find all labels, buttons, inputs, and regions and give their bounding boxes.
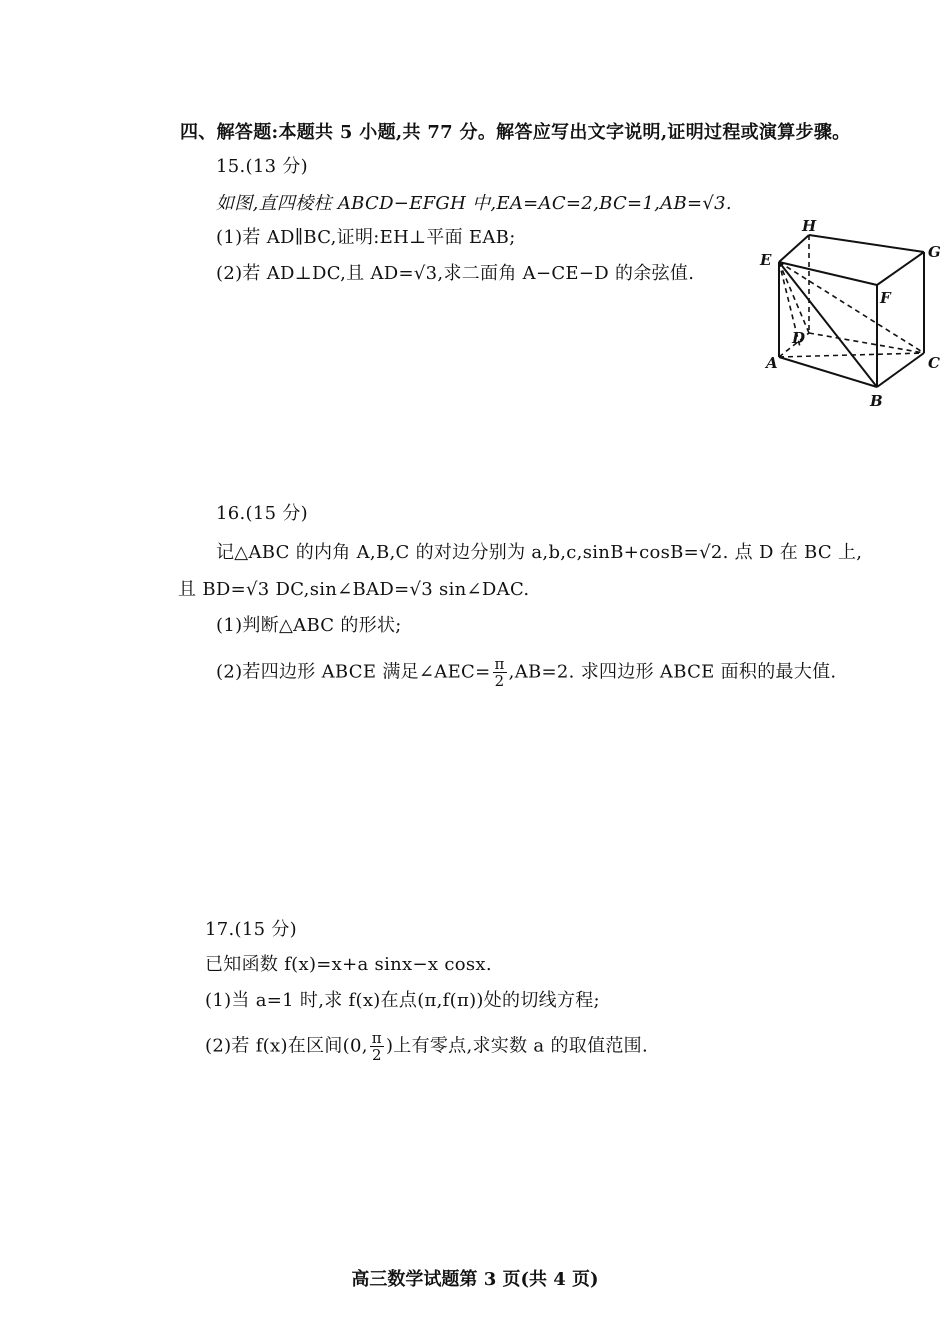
label-D: D bbox=[792, 329, 806, 347]
q17-header: 17.(15 分) bbox=[205, 919, 297, 940]
q16-part2 bbox=[216, 656, 836, 689]
label-F: F bbox=[880, 289, 891, 307]
q16-header: 16.(15 分) bbox=[216, 503, 308, 524]
page-footer: 高三数学试题第 3 页(共 4 页) bbox=[351, 1269, 599, 1290]
q17-fraction-den: 2 bbox=[371, 1046, 382, 1064]
q17-fraction-num: π bbox=[371, 1029, 382, 1047]
q15-stem: 如图,直四棱柱 ABCD−EFGH 中,EA=AC=2,BC=1,AB=√3. bbox=[216, 193, 732, 214]
q17-part2-text-b: )上有零点,求实数 a 的取值范围. bbox=[385, 1035, 648, 1057]
q17-fraction bbox=[370, 1030, 384, 1063]
label-E: E bbox=[760, 251, 772, 269]
q17-part2 bbox=[205, 1030, 648, 1063]
q15-header: 15.(13 分) bbox=[216, 156, 308, 177]
q17-part1: (1)当 a=1 时,求 f(x)在点(π,f(π))处的切线方程; bbox=[205, 990, 600, 1011]
label-B: B bbox=[870, 392, 883, 410]
q16-stem1: 记△ABC 的内角 A,B,C 的对边分别为 a,b,c,sinB+cosB=√2. 点 D 在 BC 上, bbox=[216, 542, 863, 563]
label-H: H bbox=[802, 217, 817, 235]
label-C: C bbox=[928, 354, 940, 372]
q16-fraction-den: 2 bbox=[494, 672, 505, 690]
q15-part1: (1)若 AD∥BC,证明:EH⊥平面 EAB; bbox=[216, 227, 516, 248]
prism-figure bbox=[752, 215, 950, 415]
q17-stem: 已知函数 f(x)=x+a sinx−x cosx. bbox=[205, 954, 492, 975]
q16-stem2: 且 BD=√3 DC,sin∠BAD=√3 sin∠DAC. bbox=[178, 579, 530, 600]
q15-part2: (2)若 AD⊥DC,且 AD=√3,求二面角 A−CE−D 的余弦值. bbox=[216, 263, 695, 284]
label-G: G bbox=[928, 243, 941, 261]
q17-part2-text-a: (2)若 f(x)在区间(0, bbox=[205, 1035, 368, 1057]
q16-part2-text-a: (2)若四边形 ABCE 满足∠AEC= bbox=[216, 661, 491, 683]
label-A: A bbox=[766, 354, 778, 372]
q16-fraction bbox=[493, 656, 507, 689]
q16-fraction-num: π bbox=[494, 655, 505, 673]
section-title: 四、解答题:本题共 5 小题,共 77 分。解答应写出文字说明,证明过程或演算步骤。 bbox=[180, 122, 851, 143]
q16-part2-text-b: ,AB=2. 求四边形 ABCE 面积的最大值. bbox=[508, 661, 837, 683]
q16-part1: (1)判断△ABC 的形状; bbox=[216, 615, 402, 636]
